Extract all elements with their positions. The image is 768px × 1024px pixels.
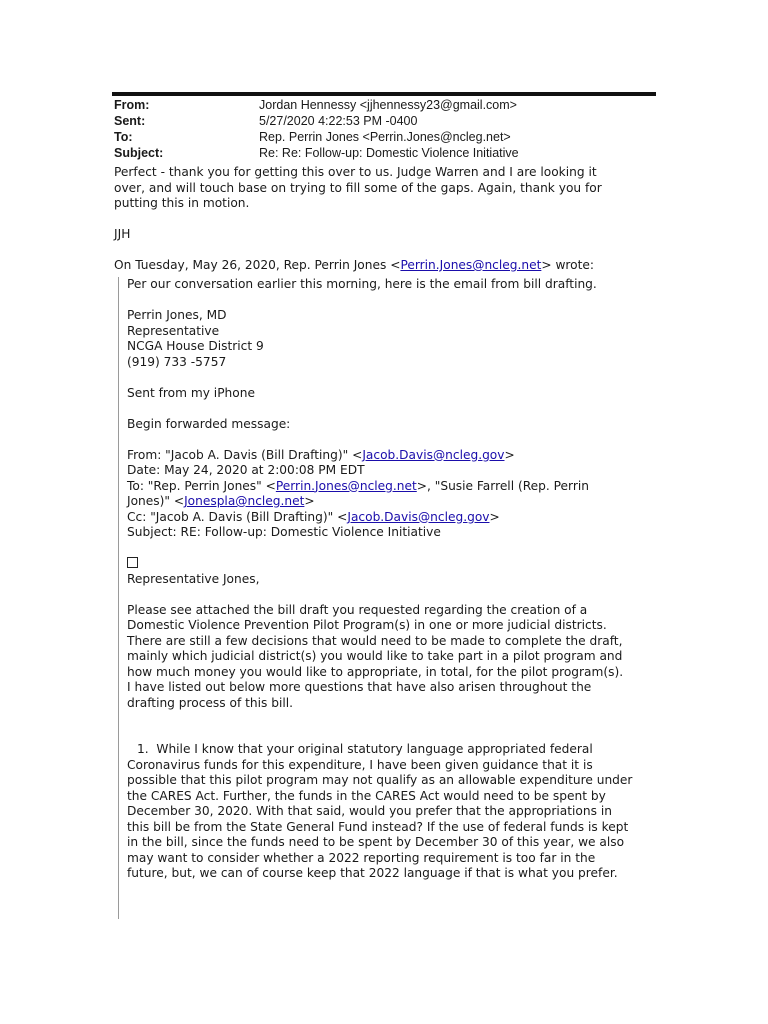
item1-line: future, but, we can of course keep that 2022 language if that is what you prefer. xyxy=(127,866,618,880)
signature-title: Representative xyxy=(127,323,220,338)
fwd-date-line: Date: May 24, 2020 at 2:00:08 PM EDT xyxy=(127,463,365,477)
item1-line: December 30, 2020. With that said, would you prefer that the appropriations in xyxy=(127,804,612,818)
item1-line: in the bill, since the funds need to be spent by December 30 of this year, we also xyxy=(127,835,625,849)
para1-line: mainly which judicial district(s) you would like to take part in a pilot program and xyxy=(127,649,623,663)
begin-forwarded-line: Begin forwarded message: xyxy=(127,416,291,431)
item1-number: 1. xyxy=(137,742,149,756)
para1-line: drafting process of this bill. xyxy=(127,695,294,710)
subject-row xyxy=(114,145,654,161)
fwd-to-email-link[interactable]: Perrin.Jones@ncleg.net xyxy=(275,478,417,493)
sent-value: 5/27/2020 4:22:53 PM -0400 xyxy=(259,114,418,128)
fwd-subject-line: Subject: RE: Follow-up: Domestic Violence Initiative xyxy=(127,525,441,539)
from-value: Jordan Hennessy <jjhennessy23@gmail.com> xyxy=(259,98,517,112)
attribution-email-link[interactable]: Perrin.Jones@ncleg.net xyxy=(400,258,542,272)
para1-line: There are still a few decisions that would need to be made to complete the draft, xyxy=(127,633,623,648)
subject-value: Re: Re: Follow-up: Domestic Violence Initiative xyxy=(259,146,519,160)
sent-from-line: Sent from my iPhone xyxy=(127,385,255,400)
para1-line: I have listed out below more questions that have also arisen throughout the xyxy=(127,680,592,694)
item1-line: may want to consider whether a 2022 reporting requirement is too far in the xyxy=(127,850,596,865)
para1-line: Domestic Violence Prevention Pilot Program(s) in one or more judicial districts. xyxy=(127,618,607,632)
signature-phone: (919) 733 -5757 xyxy=(127,354,227,369)
fwd-from-email-link[interactable]: Jacob.Davis@ncleg.gov xyxy=(362,447,505,462)
item1-line: Coronavirus funds for this expenditure, I have been given guidance that it is xyxy=(127,757,593,772)
signature-district: NCGA House District 9 xyxy=(127,339,264,353)
fwd-from-line: From: "Jacob A. Davis (Bill Drafting)" <Jacob.Davis@ncleg.gov> xyxy=(127,447,515,462)
quote-bar xyxy=(118,277,119,919)
reply-line: Perfect - thank you for getting this over to us. Judge Warren and I are looking it xyxy=(114,165,597,179)
fwd-cc-email-link[interactable]: Jacob.Davis@ncleg.gov xyxy=(347,509,490,524)
to-value: Rep. Perrin Jones <Perrin.Jones@ncleg.net> xyxy=(259,130,511,144)
fwd-to-line-2: Jones)" <Jonespla@ncleg.net> xyxy=(127,494,315,508)
placeholder-box-line xyxy=(127,556,657,572)
reply-body xyxy=(114,165,654,274)
fwd-to-email-link-2[interactable]: Jonespla@ncleg.net xyxy=(184,494,305,508)
salutation: Representative Jones, xyxy=(127,571,260,586)
reply-line: putting this in motion. xyxy=(114,196,250,210)
reply-line: over, and will touch base on trying to fill some of the gaps. Again, thank you for xyxy=(114,180,602,195)
quoted-intro: Per our conversation earlier this morning, here is the email from bill drafting. xyxy=(127,277,597,291)
item1-first-line: 1. While I know that your original statutory language appropriated federal xyxy=(137,742,593,756)
missing-image-icon xyxy=(127,557,138,568)
sent-label: Sent: xyxy=(114,114,146,128)
reply-signoff: JJH xyxy=(114,227,131,241)
to-row xyxy=(114,129,654,145)
header-divider xyxy=(112,92,656,96)
attribution-line: On Tuesday, May 26, 2020, Rep. Perrin Jones <Perrin.Jones@ncleg.net> wrote: xyxy=(114,258,595,272)
signature-name: Perrin Jones, MD xyxy=(127,308,227,322)
subject-label: Subject: xyxy=(114,146,164,160)
item1-line: this bill be from the State General Fund instead? If the use of federal funds is kept xyxy=(127,819,629,834)
fwd-to-line: To: "Rep. Perrin Jones" <Perrin.Jones@ncleg.net>, "Susie Farrell (Rep. Perrin xyxy=(127,478,589,493)
to-label: To: xyxy=(114,130,133,144)
sent-row xyxy=(114,113,654,129)
fwd-cc-line: Cc: "Jacob A. Davis (Bill Drafting)" <Jacob.Davis@ncleg.gov> xyxy=(127,509,500,524)
quoted-message xyxy=(127,277,657,882)
para1-line: Please see attached the bill draft you requested regarding the creation of a xyxy=(127,602,588,617)
para1-line: how much money you would like to appropriate, in total, for the pilot program(s). xyxy=(127,664,624,679)
from-row xyxy=(114,97,654,113)
item1-line: the CARES Act. Further, the funds in the CARES Act would need to be spent by xyxy=(127,788,606,803)
from-label: From: xyxy=(114,98,150,112)
item1-line: possible that this pilot program may not qualify as an allowable expenditure under xyxy=(127,773,633,787)
email-header xyxy=(114,97,654,161)
